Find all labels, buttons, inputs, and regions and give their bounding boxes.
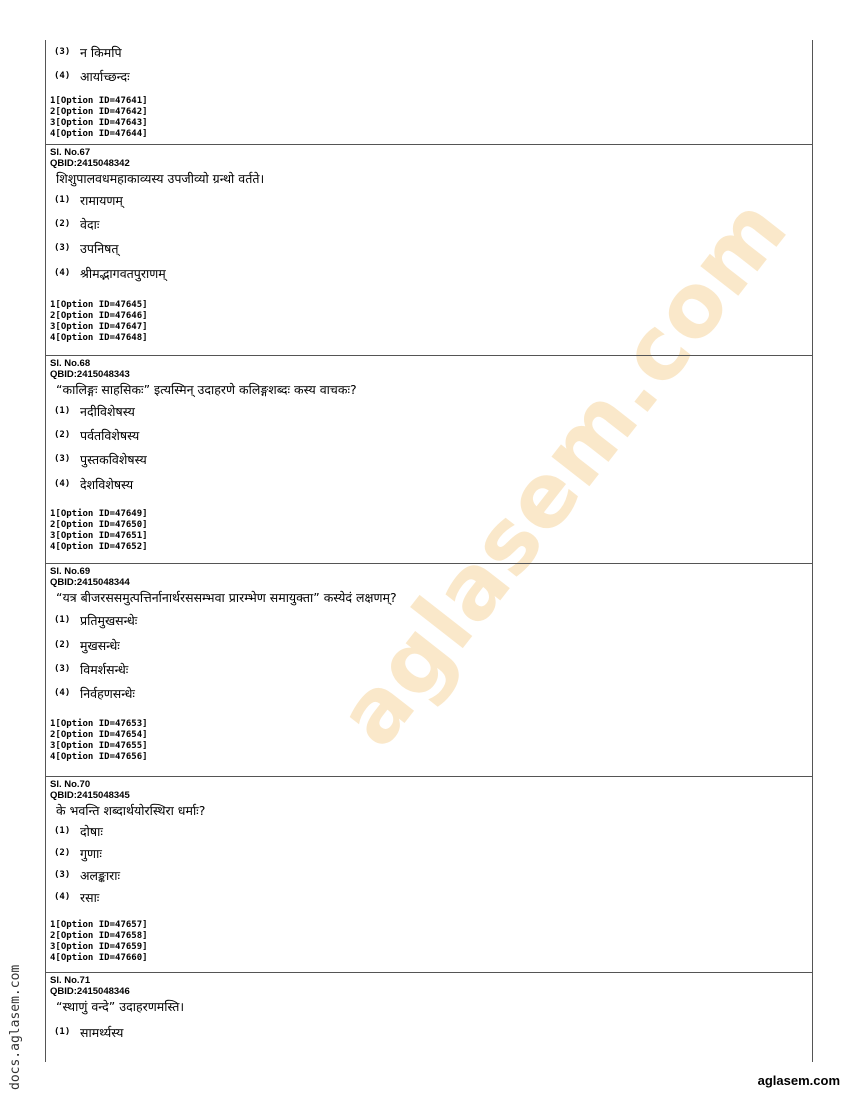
option-number: (4) xyxy=(54,688,71,698)
question-text: “यत्र बीजरससमुत्पत्तिर्नानार्थरससम्भवा प्रारम्भेण समायुक्ता” कस्येदं लक्षणम्? xyxy=(56,590,397,605)
option-text: रामायणम् xyxy=(80,192,123,208)
option-row xyxy=(50,423,812,447)
option-id: 1[Option ID=47645] xyxy=(50,300,148,310)
question-block xyxy=(46,776,812,972)
partial-question-block xyxy=(46,40,812,144)
option-id: 4[Option ID=47648] xyxy=(50,333,148,343)
option-text: निर्वहणसन्धेः xyxy=(80,685,135,701)
watermark: aglasem.com xyxy=(317,178,808,765)
option-text: रसाः xyxy=(80,889,100,905)
option-number: (2) xyxy=(54,640,71,650)
question-block xyxy=(46,972,812,1062)
option-id: 1[Option ID=47657] xyxy=(50,920,148,930)
option-text: पर्वतविशेषस्य xyxy=(80,427,140,443)
option-text: उपनिषत् xyxy=(80,240,119,256)
option-number: (2) xyxy=(54,848,71,858)
serial-number: Sl. No.69 xyxy=(50,566,91,577)
option-text: सामर्थ्यस्य xyxy=(80,1024,124,1040)
serial-number: Sl. No.71 xyxy=(50,975,91,986)
serial-number: Sl. No.70 xyxy=(50,779,91,790)
option-number: (4) xyxy=(54,479,71,489)
option-row xyxy=(50,820,812,842)
option-id: 2[Option ID=47646] xyxy=(50,311,148,321)
serial-number: Sl. No.67 xyxy=(50,147,91,158)
option-text: अलङ्काराः xyxy=(80,867,121,883)
option-text: वेदाः xyxy=(80,216,100,232)
option-id: 1[Option ID=47653] xyxy=(50,719,148,729)
option-ids xyxy=(50,920,812,964)
option-number: (4) xyxy=(54,71,71,81)
option-number: (2) xyxy=(54,219,71,229)
option-id: 3[Option ID=47647] xyxy=(50,322,148,332)
option-text: देशविशेषस्य xyxy=(80,476,134,492)
question-id: QBID:2415048346 xyxy=(50,986,130,997)
question-id: QBID:2415048342 xyxy=(50,158,130,169)
option-number: (1) xyxy=(54,615,71,625)
option-row xyxy=(50,40,812,64)
option-number: (4) xyxy=(54,268,71,278)
option-number: (3) xyxy=(54,454,71,464)
option-text: नदीविशेषस्य xyxy=(80,403,135,419)
option-id: 4[Option ID=47644] xyxy=(50,129,148,139)
question-text: “स्थाणुं वन्दे” उदाहरणमस्ति। xyxy=(56,999,185,1014)
option-id: 2[Option ID=47642] xyxy=(50,107,148,117)
option-text: पुस्तकविशेषस्य xyxy=(80,451,147,467)
footer-site-name: aglasem.com xyxy=(757,1073,840,1088)
question-block xyxy=(46,563,812,776)
option-number: (3) xyxy=(54,870,71,880)
option-row xyxy=(50,236,812,260)
question-id: QBID:2415048343 xyxy=(50,369,130,380)
option-id: 2[Option ID=47658] xyxy=(50,931,148,941)
option-number: (1) xyxy=(54,195,71,205)
option-number: (3) xyxy=(54,664,71,674)
serial-number: Sl. No.68 xyxy=(50,358,91,369)
question-text: के भवन्ति शब्दार्थयोरस्थिरा धर्माः? xyxy=(56,803,206,818)
option-row xyxy=(50,399,812,423)
option-id: 2[Option ID=47654] xyxy=(50,730,148,740)
question-text: शिशुपालवधमहाकाव्यस्य उपजीव्यो ग्रन्थो वर्तते। xyxy=(56,171,265,186)
option-number: (3) xyxy=(54,47,71,57)
option-text: आर्याच्छन्दः xyxy=(80,68,130,84)
option-id: 4[Option ID=47660] xyxy=(50,953,148,963)
option-row xyxy=(50,212,812,236)
option-row xyxy=(50,633,812,657)
option-row xyxy=(50,657,812,681)
question-block xyxy=(46,144,812,355)
question-text: “कालिङ्गः साहसिकः” इत्यस्मिन् उदाहरणे कलिङ्गशब्दः कस्य वाचकः? xyxy=(56,382,357,397)
option-ids xyxy=(50,719,812,763)
option-row xyxy=(50,64,812,88)
question-block xyxy=(46,355,812,563)
option-row xyxy=(50,607,812,633)
option-ids xyxy=(50,300,812,344)
question-paper xyxy=(45,40,813,1062)
option-id: 2[Option ID=47650] xyxy=(50,520,148,530)
option-row xyxy=(50,471,812,497)
option-row xyxy=(50,447,812,471)
option-row xyxy=(50,886,812,908)
option-number: (2) xyxy=(54,430,71,440)
option-id: 3[Option ID=47659] xyxy=(50,942,148,952)
option-number: (1) xyxy=(54,406,71,416)
option-text: गुणाः xyxy=(80,845,102,861)
side-url: docs.aglasem.com xyxy=(8,964,23,1090)
option-number: (1) xyxy=(54,826,71,836)
option-id: 3[Option ID=47655] xyxy=(50,741,148,751)
question-id: QBID:2415048344 xyxy=(50,577,130,588)
option-id: 4[Option ID=47652] xyxy=(50,542,148,552)
option-ids xyxy=(50,96,812,140)
option-number: (3) xyxy=(54,243,71,253)
option-id: 3[Option ID=47651] xyxy=(50,531,148,541)
option-row xyxy=(50,188,812,212)
option-id: 3[Option ID=47643] xyxy=(50,118,148,128)
option-number: (1) xyxy=(54,1027,71,1037)
option-text: श्रीमद्भागवतपुराणम् xyxy=(80,265,166,281)
option-text: न किमपि xyxy=(80,44,122,60)
option-id: 4[Option ID=47656] xyxy=(50,752,148,762)
option-ids xyxy=(50,509,812,553)
option-row xyxy=(50,1020,812,1044)
option-row xyxy=(50,864,812,886)
option-row xyxy=(50,842,812,864)
option-text: मुखसन्धेः xyxy=(80,637,120,653)
option-row xyxy=(50,260,812,286)
option-id: 1[Option ID=47641] xyxy=(50,96,148,106)
option-text: विमर्शसन्धेः xyxy=(80,661,129,677)
option-row xyxy=(50,681,812,705)
question-id: QBID:2415048345 xyxy=(50,790,130,801)
option-text: प्रतिमुखसन्धेः xyxy=(80,612,138,628)
option-number: (4) xyxy=(54,892,71,902)
option-id: 1[Option ID=47649] xyxy=(50,509,148,519)
option-text: दोषाः xyxy=(80,823,103,839)
